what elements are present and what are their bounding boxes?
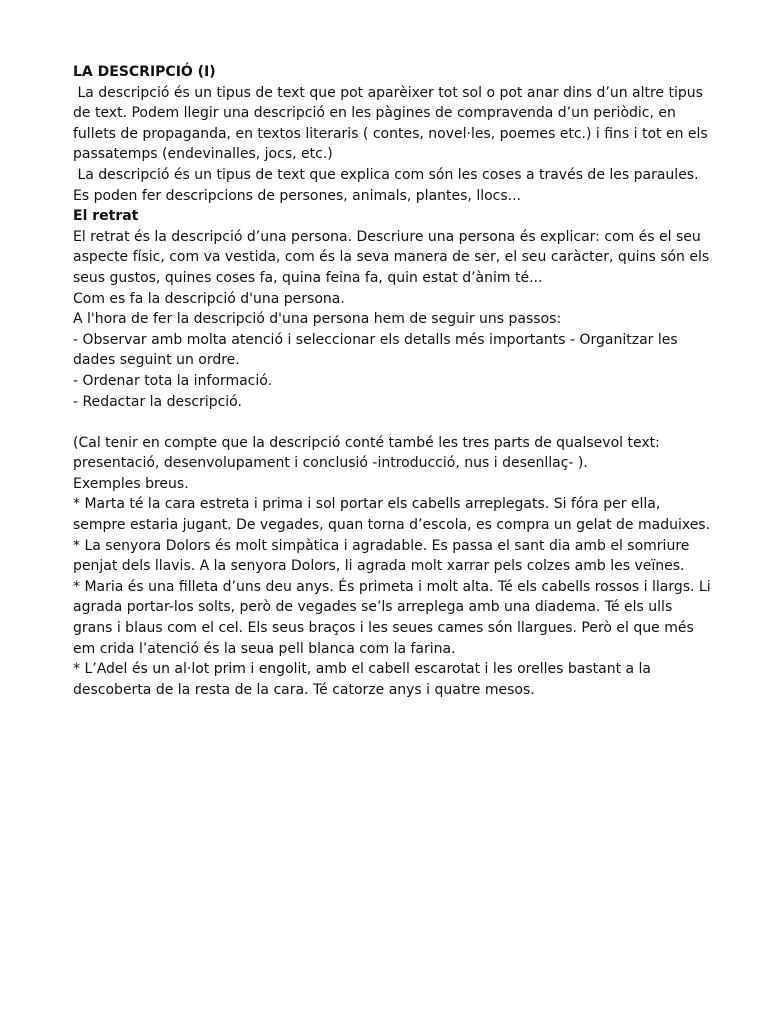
section-title-retrat: El retrat [73, 208, 139, 225]
document-page [73, 62, 713, 700]
examples-heading: Exemples breus. [73, 475, 189, 492]
intro-paragraph-1: La descripció és un tipus de text que pot aparèixer tot sol o pot anar dins d’un altre tipus de text. Podem llegir una descripció en les pàgines de compravenda d’un periòdic, en fullets de propaganda, en textos literaris ( contes, novel·les, poemes etc.) i fins i tot en els passatemps (endevinalles, jocs, etc.) [73, 84, 708, 163]
intro-paragraph-2: La descripció és un tipus de text que explica com són les coses a través de les paraules. Es poden fer descripcions de persones, animals, plantes, llocs... [73, 166, 699, 204]
example-paragraph: * La senyora Dolors és molt simpàtica i agradable. Es passa el sant dia amb el somriure penjat dels llavis. A la senyora Dolors, li agrada molt xarrar pels colzes amb les veïnes. [73, 537, 690, 575]
steps-intro: A l'hora de fer la descripció d'una persona hem de seguir uns passos: [73, 311, 562, 328]
step-item: - Observar amb molta atenció i seleccionar els detalls més importants - Organitzar les dades seguint un ordre. [73, 331, 678, 369]
document-title: LA DESCRIPCIÓ (I) [73, 64, 216, 80]
steps-list [73, 309, 713, 412]
step-item: - Redactar la descripció. [73, 393, 242, 410]
note-paragraph: (Cal tenir en compte que la descripció conté també les tres parts de qualsevol text: presentació, desenvolupament i conclusió -introducció, nus i desenllaç- ). [73, 434, 660, 472]
example-paragraph: * Maria és una filleta d’uns deu anys. És primeta i molt alta. Té els cabells rossos i llargs. Li agrada portar-los solts, però de vegades se’ls arreplega amb una diadema. Té els ulls grans i blaus com el cel. Els seus braços i les seues cames són llargues. Però el que més em crida l’atenció és la seua pell blanca com la farina. [73, 578, 711, 657]
step-item: - Ordenar tota la informació. [73, 372, 273, 389]
how-to-heading: Com es fa la descripció d'una persona. [73, 290, 345, 307]
retrat-paragraph: El retrat és la descripció d’una persona. Descriure una persona és explicar: com és el seu aspecte físic, com va vestida, com és la seva manera de ser, el seu caràcter, quins són els seus gustos, quines coses fa, quina feina fa, quin estat d’ànim té... [73, 228, 710, 286]
example-paragraph: * Marta té la cara estreta i prima i sol portar els cabells arreplegats. Si fóra per ella, sempre estaria jugant. De vegades, quan torna d’escola, es compra un gelat de maduixes. [73, 496, 711, 534]
example-paragraph: * L’Adel és un al·lot prim i engolit, amb el cabell escarotat i les orelles bastant a la descoberta de la resta de la cara. Té catorze anys i quatre mesos. [73, 661, 652, 698]
